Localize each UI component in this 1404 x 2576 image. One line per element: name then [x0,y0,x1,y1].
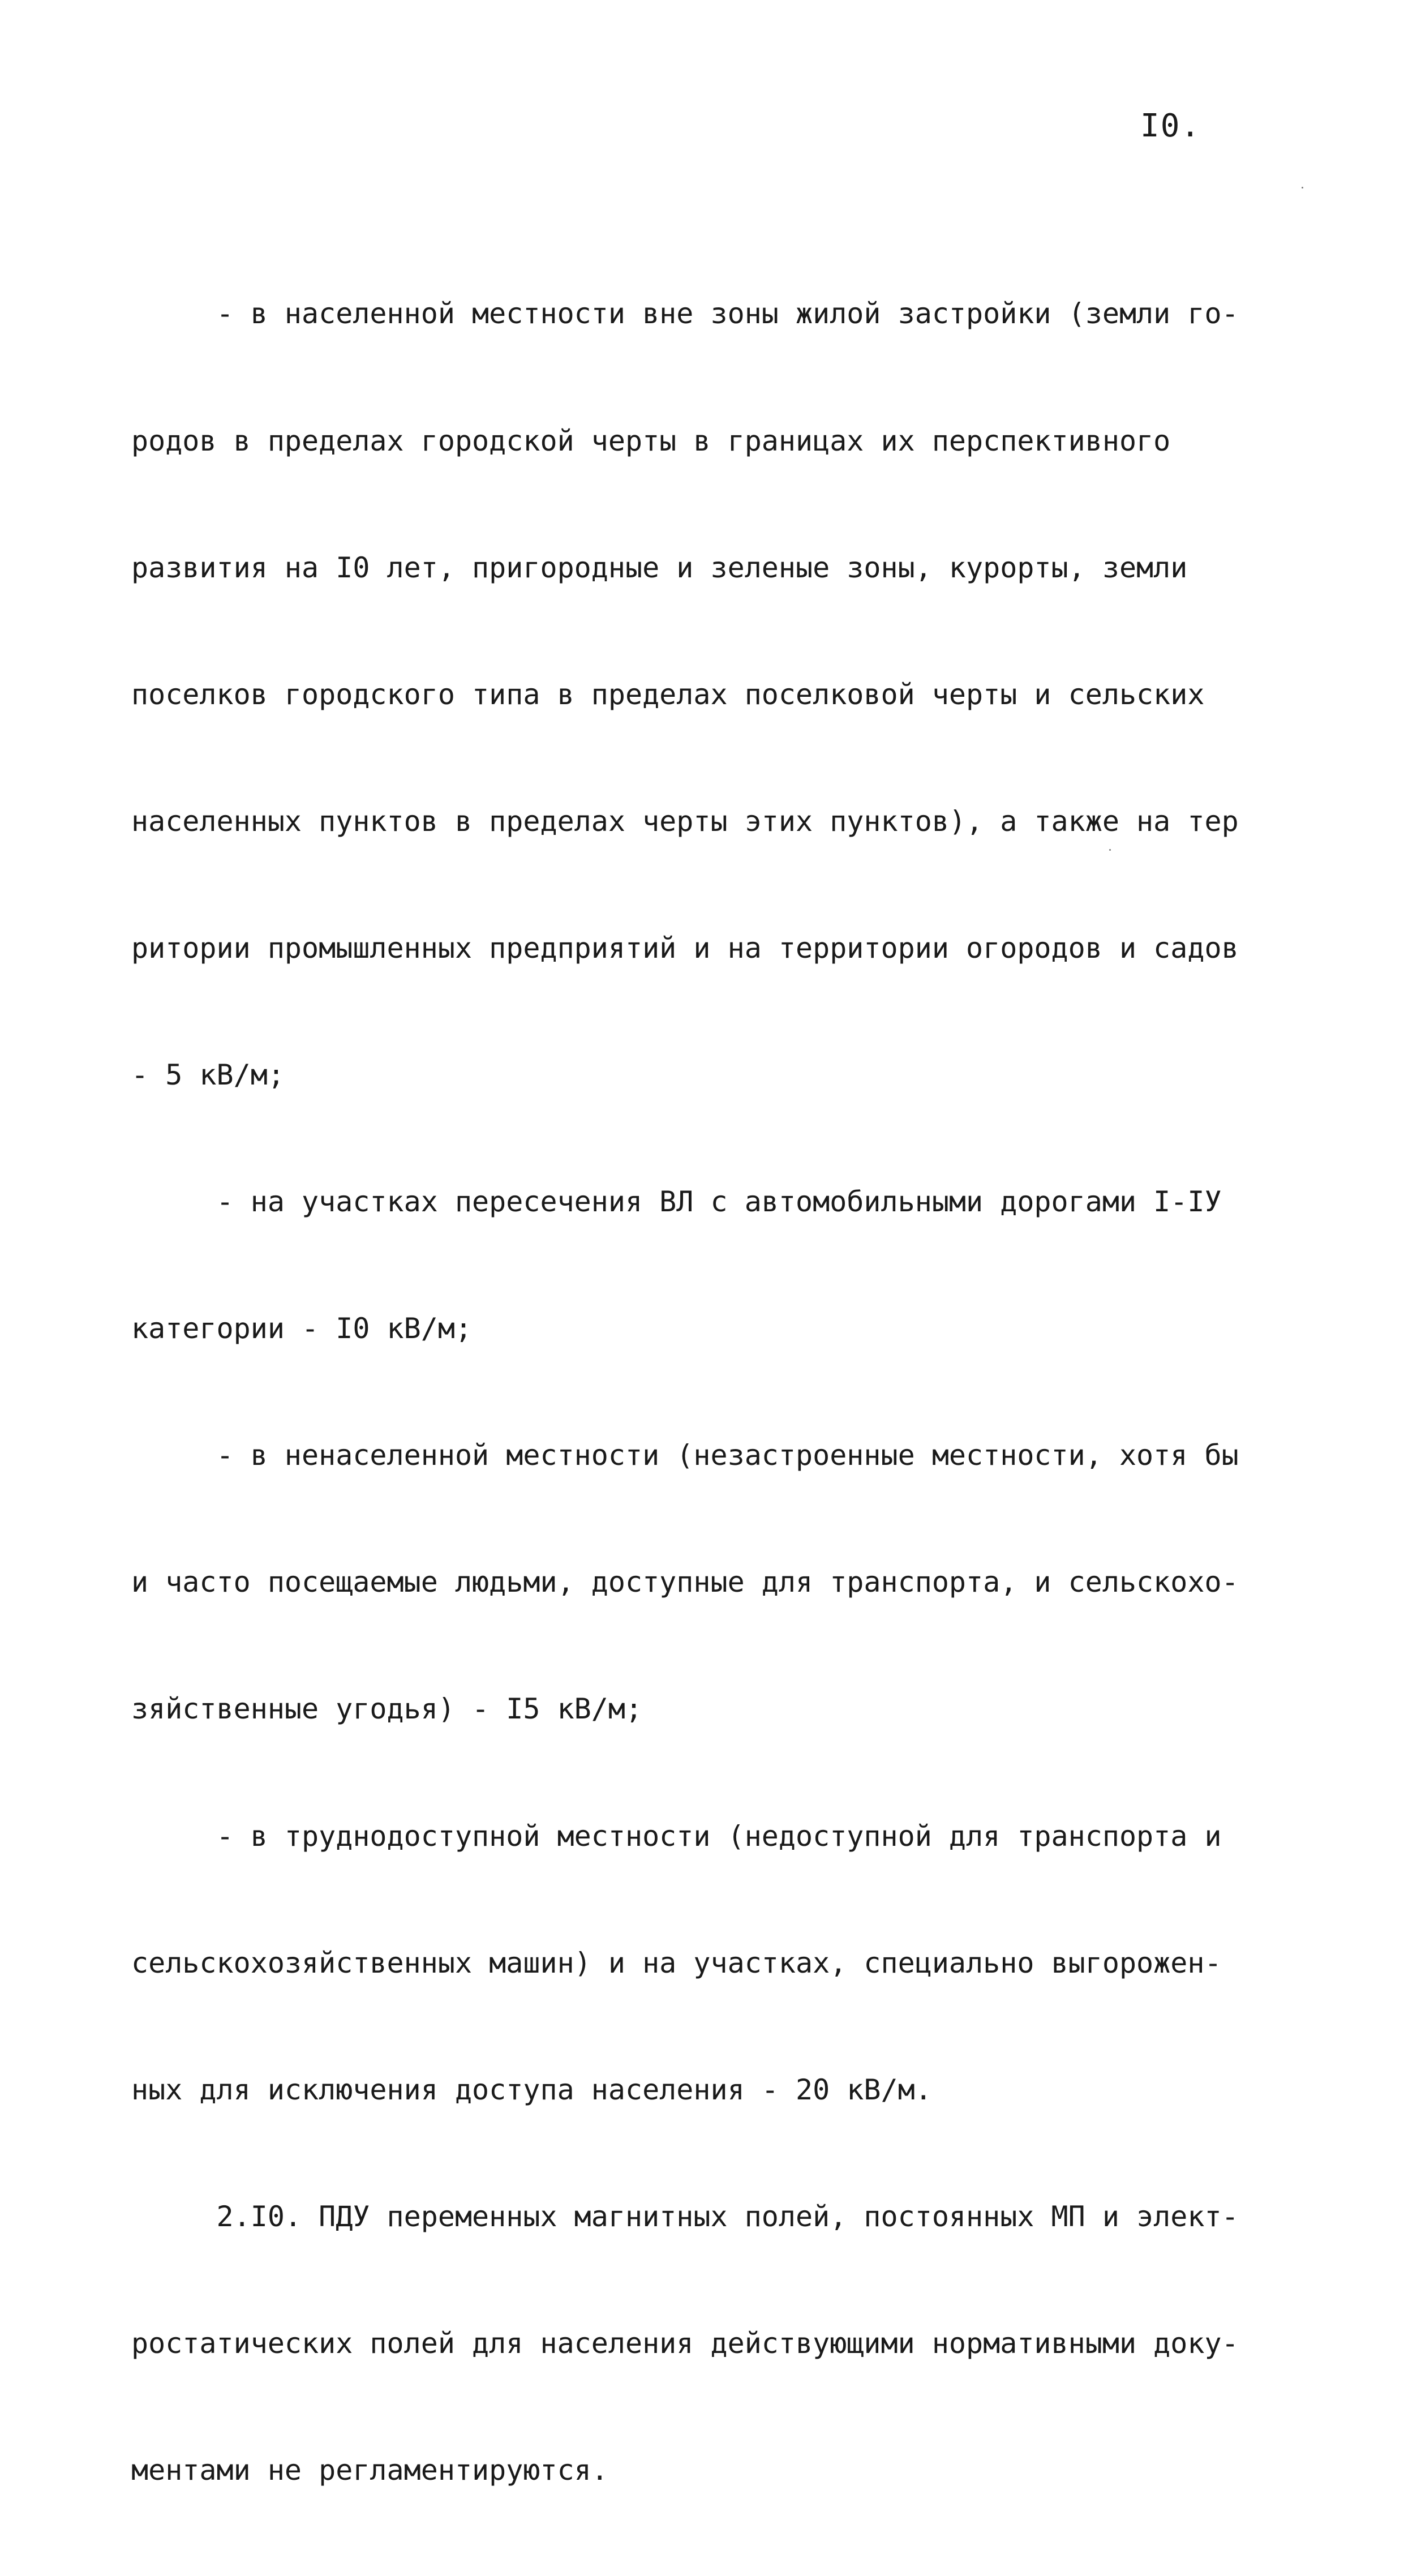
text-line: населенных пунктов в пределах черты этих пунктов), а также на тер [131,804,1239,838]
text-line: развития на I0 лет, пригородные и зеленые зоны, курорты, земли [131,551,1188,584]
text-line: зяйственные угодья) - I5 кВ/м; [131,1692,643,1726]
body-text [131,208,1283,2576]
scan-speck [1109,849,1111,851]
text-line: родов в пределах городской черты в границах их перспективного [131,424,1171,457]
scan-speck [1302,187,1303,188]
text-line: 2.I0. ПДУ переменных магнитных полей, постоянных МП и элект- [131,2200,1239,2233]
text-line: поселков городского типа в пределах поселковой черты и сельских [131,678,1205,711]
text-line: - 5 кВ/м; [131,1058,285,1091]
text-line: и часто посещаемые людьми, доступные для транспорта, и сельскохо- [131,1566,1239,1599]
text-line: ростатических полей для населения действующими нормативными доку- [131,2326,1239,2360]
text-line: ных для исключения доступа населения - 20 кВ/м. [131,2073,932,2106]
text-line: - в ненаселенной местности (незастроенные местности, хотя бы [131,1439,1239,1472]
page-number: I0. [1140,108,1201,144]
text-line: - в населенной местности вне зоны жилой застройки (земли го- [131,297,1239,331]
text-line: - в труднодоступной местности (недоступной для транспорта и [131,1819,1222,1853]
text-line: ритории промышленных предприятий и на территории огородов и садов [131,931,1239,965]
text-line: - на участках пересечения ВЛ с автомобильными дорогами I-IУ [131,1185,1222,1219]
text-line: категории - I0 кВ/м; [131,1312,473,1345]
text-line: сельскохозяйственных машин) и на участках, специально выгорожен- [131,1946,1222,1979]
text-line: ментами не регламентируются. [131,2454,608,2487]
